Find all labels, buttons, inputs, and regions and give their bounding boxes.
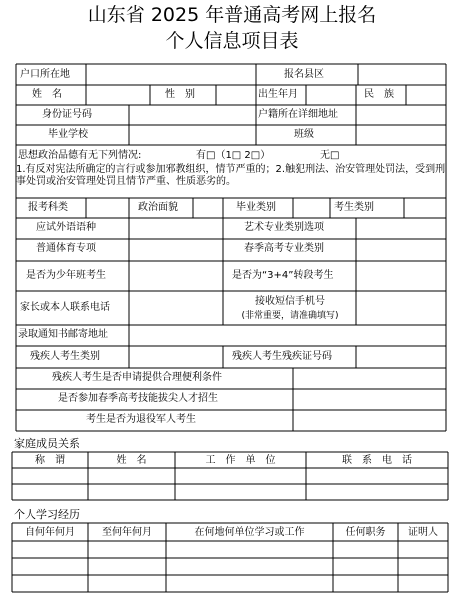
spring-category-label: 春季高考专业类别	[244, 243, 324, 254]
veteran-field[interactable]	[294, 411, 445, 430]
political-detail: 1.有反对宪法所确定的言行或参加邪教组织，情节严重的；2.触犯刑法、治安管理处罚法，受到刑事处罚或治安管理处罚且情节严重、性质恶劣的。	[16, 164, 446, 187]
spring-skill-label: 是否参加春季高考技能拔尖人才招生	[58, 393, 218, 404]
sms-phone-field[interactable]	[357, 292, 445, 324]
household-address-field[interactable]	[357, 106, 445, 124]
gender-field[interactable]	[217, 86, 255, 104]
family-section-title: 家庭成员关系	[14, 437, 80, 450]
art-option-field[interactable]	[357, 219, 445, 238]
disabled-facility-field[interactable]	[294, 369, 445, 388]
family-col-phone: 联 系 电 话	[342, 455, 412, 466]
study-col-to: 至何年何月	[102, 527, 152, 538]
political-no-option[interactable]: 无□	[320, 150, 340, 161]
ethnicity-field[interactable]	[407, 86, 445, 104]
spring-skill-field[interactable]	[294, 390, 445, 409]
foreign-language-field[interactable]	[130, 219, 222, 238]
class-label: 班级	[294, 129, 314, 140]
three-plus-four-field[interactable]	[357, 262, 445, 290]
three-plus-four-label: 是否为“3+4”转段考生	[232, 270, 334, 281]
school-label: 毕业学校	[48, 129, 88, 140]
candidate-category-label: 考生类别	[334, 202, 374, 213]
candidate-category-field[interactable]	[405, 199, 445, 217]
study-row[interactable]	[13, 576, 447, 591]
political-question: 思想政治品德有无下列情况:	[18, 150, 142, 161]
family-row[interactable]	[13, 485, 447, 499]
school-field[interactable]	[130, 126, 255, 144]
study-section-title: 个人学习经历	[14, 508, 80, 521]
birth-field[interactable]	[307, 86, 355, 104]
county-field[interactable]	[359, 65, 445, 84]
study-col-from: 自何年何月	[25, 527, 75, 538]
pe-specialty-label: 普通体育专项	[36, 243, 96, 254]
study-col-place: 在何地何单位学习或工作	[194, 527, 305, 538]
pe-specialty-field[interactable]	[130, 240, 222, 260]
political-status-field[interactable]	[194, 199, 222, 217]
family-col-name: 姓 名	[116, 455, 147, 466]
name-field[interactable]	[87, 86, 149, 104]
spring-category-field[interactable]	[357, 240, 445, 260]
family-col-workplace: 工 作 单 位	[205, 455, 276, 466]
gender-label: 性 别	[165, 89, 195, 100]
exam-type-field[interactable]	[87, 199, 128, 217]
art-option-label: 艺术专业类别选项	[244, 222, 324, 233]
sms-phone-label: 接收短信手机号	[255, 296, 325, 307]
sms-note: (非常重要，请准确填写)	[241, 311, 339, 321]
contact-phone-field[interactable]	[130, 292, 222, 324]
grad-category-field[interactable]	[294, 199, 329, 217]
foreign-language-label: 应试外语语种	[36, 222, 96, 233]
exam-type-label: 报考科类	[28, 202, 68, 213]
disabled-facility-label: 残疾人考生是否申请提供合理便利条件	[52, 372, 222, 383]
veteran-label: 考生是否为退役军人考生	[86, 414, 196, 425]
form-subtitle: 个人信息项目表	[165, 30, 299, 52]
household-field[interactable]	[87, 65, 255, 84]
household-address-label: 户籍所在详细地址	[258, 109, 338, 120]
id-number-field[interactable]	[130, 106, 255, 124]
mail-address-field[interactable]	[130, 326, 445, 345]
household-label: 户口所在地	[20, 69, 70, 80]
form-title: 山东省 2025 年普通高考网上报名	[87, 4, 377, 26]
class-field[interactable]	[357, 126, 445, 144]
study-col-witness: 证明人	[408, 527, 438, 538]
political-status-label: 政治面貌	[138, 202, 178, 213]
family-row[interactable]	[13, 469, 447, 483]
contact-phone-label: 家长或本人联系电话	[20, 302, 110, 313]
study-row[interactable]	[13, 559, 447, 574]
disabled-category-label: 残疾人考生类别	[30, 351, 100, 362]
county-label: 报名县区	[284, 69, 324, 80]
ethnicity-label: 民 族	[364, 89, 394, 100]
disabled-cert-field[interactable]	[357, 347, 445, 367]
name-label: 姓 名	[32, 89, 62, 100]
family-col-relation: 称 谓	[35, 455, 65, 466]
mail-address-label: 录取通知书邮寄地址	[18, 329, 108, 340]
political-yes-option[interactable]: 有□（1□ 2□）	[196, 150, 271, 161]
junior-class-label: 是否为少年班考生	[26, 270, 106, 281]
id-number-label: 身份证号码	[42, 109, 92, 120]
disabled-category-field[interactable]	[130, 347, 222, 367]
study-col-position: 任何职务	[345, 527, 386, 538]
grad-category-label: 毕业类别	[236, 202, 276, 213]
junior-class-field[interactable]	[130, 262, 222, 290]
birth-label: 出生年月	[258, 89, 298, 100]
disabled-cert-label: 残疾人考生残疾证号码	[232, 351, 332, 362]
study-row[interactable]	[13, 542, 447, 557]
